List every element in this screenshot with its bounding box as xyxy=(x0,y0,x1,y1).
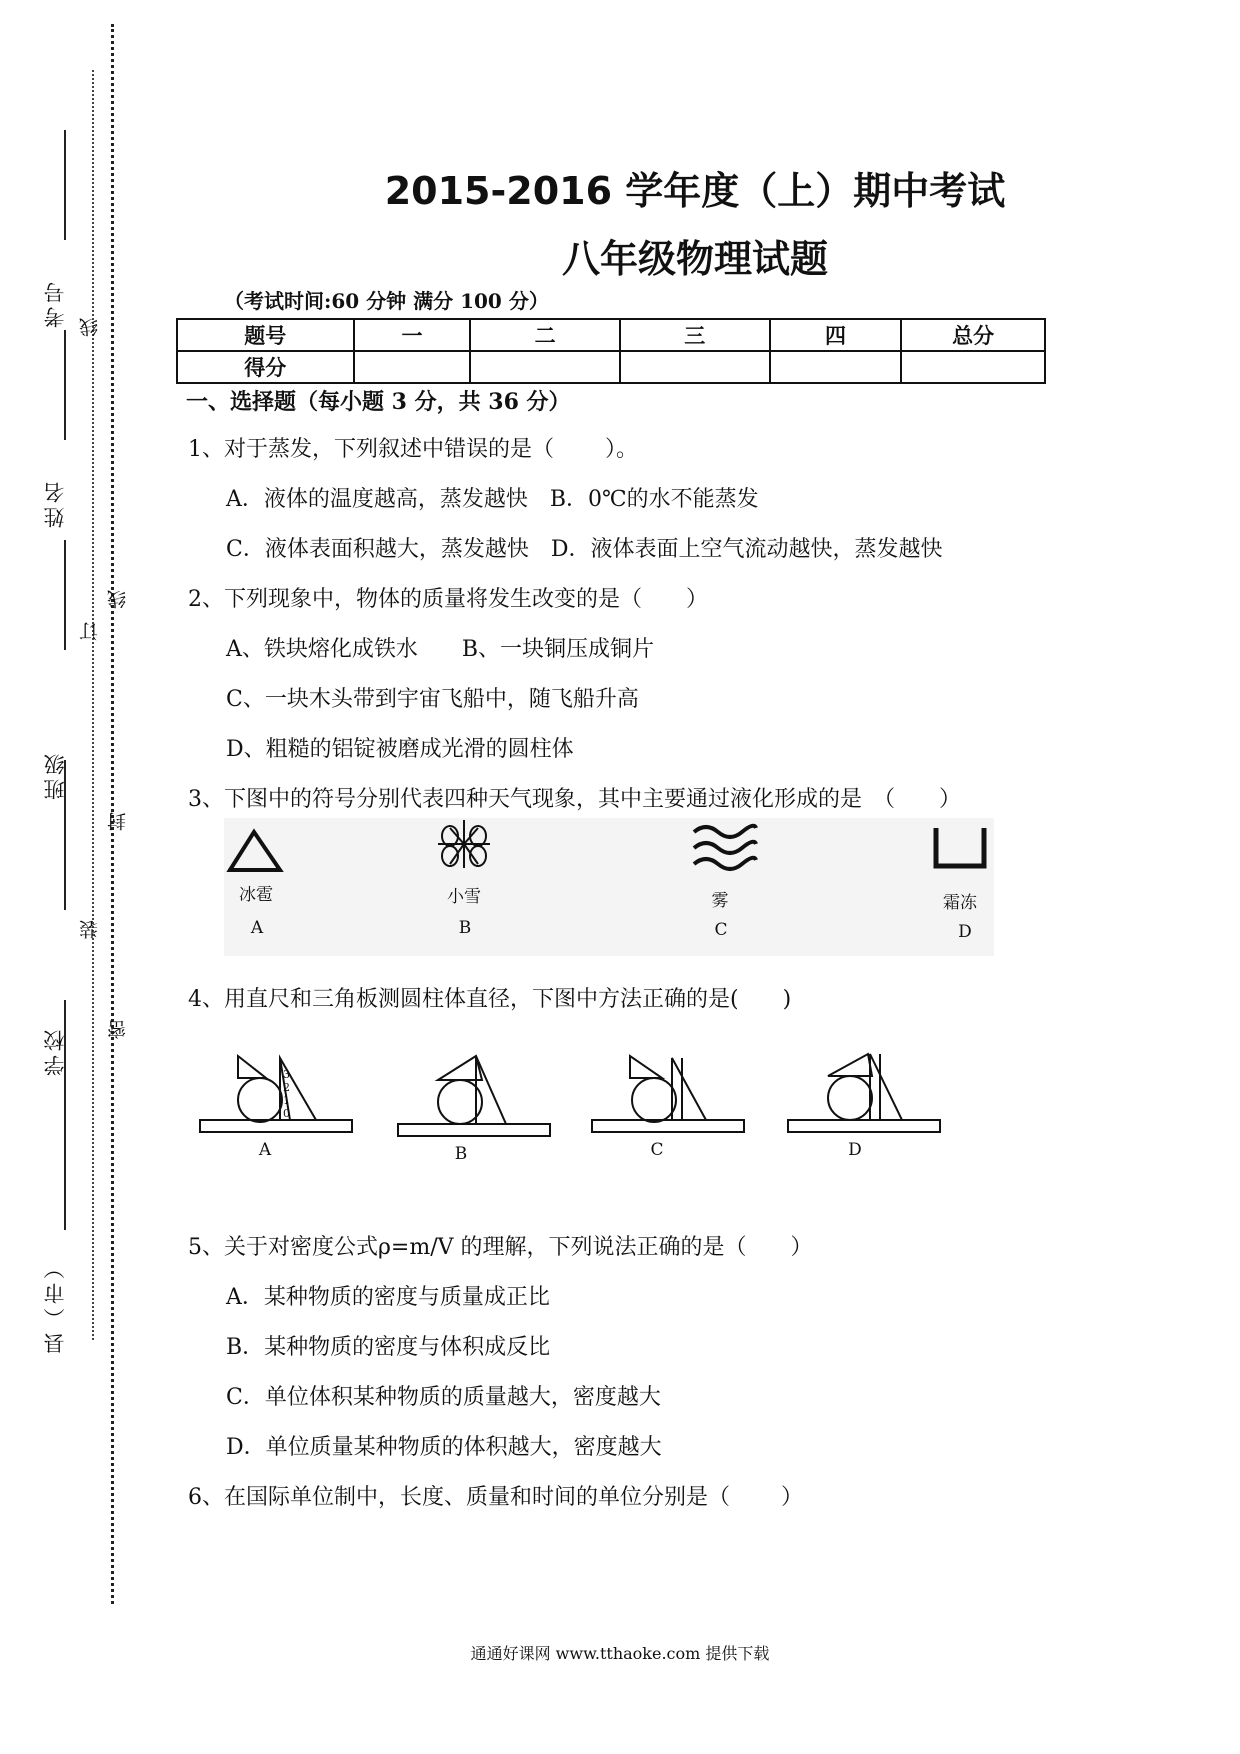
snow-icon xyxy=(438,820,490,868)
score-cell[interactable] xyxy=(901,351,1045,383)
method-letter: C xyxy=(650,1140,664,1160)
question-option: D、粗糙的铝锭被磨成光滑的圆柱体 xyxy=(226,737,574,762)
question-stem: 4、用直尺和三角板测圆柱体直径，下图中方法正确的是( ) xyxy=(188,987,792,1012)
field-label-exam-number: 考号 xyxy=(43,278,67,328)
section-heading: 一、选择题（每小题 3 分，共 36 分） xyxy=(186,389,571,415)
question-option: D．单位质量某种物质的体积越大，密度越大 xyxy=(226,1435,662,1460)
score-cell[interactable] xyxy=(620,351,770,383)
field-line xyxy=(64,330,66,440)
field-label-county: 县（市） xyxy=(43,1254,67,1354)
method-d-drawing xyxy=(788,1054,940,1132)
method-a-drawing xyxy=(200,1056,352,1132)
field-label-school: 学校 xyxy=(43,1026,67,1076)
question-option: B．某种物质的密度与体积成反比 xyxy=(226,1335,551,1360)
score-table xyxy=(176,318,1046,384)
field-label-name: 姓名 xyxy=(43,478,67,528)
seal-word: 密 xyxy=(107,1020,129,1039)
ruler-tick-label: 1 xyxy=(283,1094,290,1107)
question-stem: 2、下列现象中，物体的质量将发生改变的是（ ） xyxy=(188,587,708,612)
exam-subtitle: 八年级物理试题 xyxy=(561,237,828,281)
page-footer: 通通好课网 www.tthaoke.com 提供下载 xyxy=(470,1644,770,1663)
weather-symbols-svg xyxy=(224,818,994,956)
seal-word: 订 xyxy=(79,622,101,641)
weather-label: 冰雹 xyxy=(239,885,273,905)
field-label-class: 班级 xyxy=(43,750,67,800)
weather-label: 霜冻 xyxy=(943,893,977,913)
ruler-scale xyxy=(283,1068,293,1120)
score-header-cell: 四 xyxy=(770,319,902,351)
question-option: C、一块木头带到宇宙飞船中，随飞船升高 xyxy=(226,687,639,712)
ruler-triangle-figure xyxy=(196,1040,956,1170)
score-cell[interactable] xyxy=(770,351,902,383)
weather-letter: A xyxy=(250,918,264,938)
score-table-header-row xyxy=(177,319,1045,351)
score-row-label: 得分 xyxy=(177,351,354,383)
score-header-cell: 一 xyxy=(354,319,471,351)
method-letter: B xyxy=(454,1144,468,1164)
score-header-cell: 三 xyxy=(620,319,770,351)
frost-icon xyxy=(936,828,984,866)
seal-word: 封 xyxy=(107,812,129,831)
question-option: A、铁块熔化成铁水 B、一块铜压成铜片 xyxy=(226,637,655,662)
exam-info: （考试时间:60 分钟 满分 100 分） xyxy=(224,289,549,313)
exam-title: 2015-2016 学年度（上）期中考试 xyxy=(384,169,1006,213)
method-letter: D xyxy=(848,1140,862,1160)
weather-label: 雾 xyxy=(711,891,729,911)
method-c-drawing xyxy=(592,1056,744,1132)
weather-symbols-figure xyxy=(224,818,994,956)
question-option: C．液体表面积越大，蒸发越快 D．液体表面上空气流动越快，蒸发越快 xyxy=(226,537,943,562)
question-option: A．液体的温度越高，蒸发越快 B．0℃的水不能蒸发 xyxy=(226,487,759,512)
weather-letter: B xyxy=(458,918,472,938)
seal-word: 装 xyxy=(79,920,101,939)
ruler-tick-label: 2 xyxy=(283,1081,290,1094)
question-option: A．某种物质的密度与质量成正比 xyxy=(226,1285,550,1310)
ruler-tick-label: 3 xyxy=(283,1068,290,1081)
score-cell[interactable] xyxy=(470,351,620,383)
question-stem: 5、关于对密度公式ρ=m/V 的理解，下列说法正确的是（ ） xyxy=(188,1235,813,1260)
seal-word: 线 xyxy=(79,318,101,337)
score-cell[interactable] xyxy=(354,351,471,383)
score-header-cell: 总分 xyxy=(901,319,1045,351)
question-option: C．单位体积某种物质的质量越大，密度越大 xyxy=(226,1385,661,1410)
weather-label: 小雪 xyxy=(447,887,481,907)
method-b-drawing xyxy=(398,1056,550,1136)
question-stem: 6、在国际单位制中，长度、质量和时间的单位分别是（ ） xyxy=(188,1485,803,1510)
score-table-score-row xyxy=(177,351,1045,383)
question-stem: 3、下图中的符号分别代表四种天气现象，其中主要通过液化形成的是 （ ） xyxy=(188,787,961,812)
score-header-cell: 二 xyxy=(470,319,620,351)
weather-letter: D xyxy=(958,922,972,942)
question-stem: 1、对于蒸发，下列叙述中错误的是（ ）。 xyxy=(188,437,638,462)
ruler-tick-label: 0 xyxy=(283,1107,290,1120)
weather-letter: C xyxy=(714,920,728,940)
hail-icon xyxy=(230,832,280,870)
field-line xyxy=(64,540,66,650)
fog-icon xyxy=(694,826,756,869)
method-letter: A xyxy=(258,1140,272,1160)
score-header-cell: 题号 xyxy=(177,319,354,351)
seal-word: 线 xyxy=(107,590,129,609)
